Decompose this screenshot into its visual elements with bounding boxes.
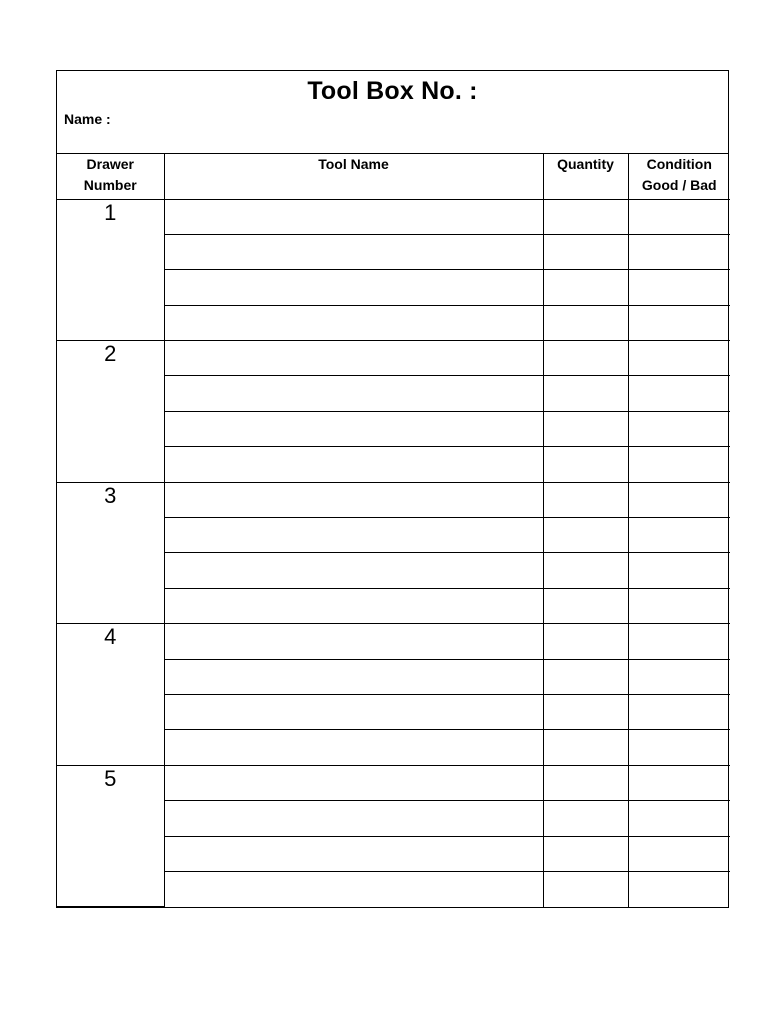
condition-cell[interactable]: [628, 801, 730, 836]
quantity-cell[interactable]: [543, 199, 628, 234]
quantity-cell[interactable]: [543, 376, 628, 411]
tool-name-cell[interactable]: [164, 482, 543, 517]
tool-name-cell[interactable]: [164, 730, 543, 765]
drawer-number: 5: [57, 765, 164, 907]
quantity-cell[interactable]: [543, 234, 628, 269]
condition-cell[interactable]: [628, 411, 730, 446]
table-row: [57, 341, 730, 376]
quantity-cell[interactable]: [543, 447, 628, 482]
condition-cell[interactable]: [628, 305, 730, 340]
quantity-cell[interactable]: [543, 694, 628, 729]
tool-name-cell[interactable]: [164, 659, 543, 694]
quantity-cell[interactable]: [543, 305, 628, 340]
table-row: [57, 624, 730, 659]
name-label: Name :: [64, 111, 111, 127]
condition-cell[interactable]: [628, 588, 730, 623]
condition-cell[interactable]: [628, 482, 730, 517]
quantity-cell[interactable]: [543, 553, 628, 588]
quantity-cell[interactable]: [543, 871, 628, 906]
quantity-cell[interactable]: [543, 659, 628, 694]
tool-name-cell[interactable]: [164, 801, 543, 836]
tool-name-cell[interactable]: [164, 376, 543, 411]
quantity-cell[interactable]: [543, 765, 628, 800]
condition-header: Condition Good / Bad: [628, 154, 730, 199]
table-row: [57, 482, 730, 517]
condition-cell[interactable]: [628, 659, 730, 694]
table-row: [57, 765, 730, 800]
tool-name-cell[interactable]: [164, 447, 543, 482]
condition-cell[interactable]: [628, 624, 730, 659]
tool-name-cell[interactable]: [164, 694, 543, 729]
tool-name-cell[interactable]: [164, 234, 543, 269]
condition-cell[interactable]: [628, 836, 730, 871]
condition-cell[interactable]: [628, 694, 730, 729]
drawer-number-header: Drawer Number: [57, 154, 164, 199]
condition-cell[interactable]: [628, 871, 730, 906]
condition-cell[interactable]: [628, 270, 730, 305]
quantity-cell[interactable]: [543, 836, 628, 871]
tool-name-cell[interactable]: [164, 871, 543, 906]
tool-name-cell[interactable]: [164, 624, 543, 659]
quantity-cell[interactable]: [543, 270, 628, 305]
quantity-cell[interactable]: [543, 518, 628, 553]
tool-name-cell[interactable]: [164, 341, 543, 376]
quantity-cell[interactable]: [543, 341, 628, 376]
drawer-number: 2: [57, 341, 164, 483]
condition-cell[interactable]: [628, 376, 730, 411]
tool-name-cell[interactable]: [164, 588, 543, 623]
tool-name-cell[interactable]: [164, 836, 543, 871]
condition-cell[interactable]: [628, 447, 730, 482]
quantity-cell[interactable]: [543, 482, 628, 517]
quantity-cell[interactable]: [543, 730, 628, 765]
quantity-cell[interactable]: [543, 588, 628, 623]
form-title: Tool Box No. :: [307, 77, 478, 105]
header-row: [57, 154, 730, 199]
drawer-number: 4: [57, 624, 164, 766]
drawer-number: 1: [57, 199, 164, 341]
tool-name-header: Tool Name: [164, 154, 543, 199]
condition-cell[interactable]: [628, 234, 730, 269]
tool-box-form: [56, 70, 729, 908]
drawer-rows: [57, 199, 730, 907]
tool-inventory-table: [57, 154, 730, 907]
tool-name-cell[interactable]: [164, 518, 543, 553]
table-row: [57, 199, 730, 234]
tool-name-cell[interactable]: [164, 305, 543, 340]
tool-name-cell[interactable]: [164, 411, 543, 446]
condition-cell[interactable]: [628, 765, 730, 800]
drawer-number: 3: [57, 482, 164, 624]
quantity-cell[interactable]: [543, 624, 628, 659]
quantity-cell[interactable]: [543, 411, 628, 446]
quantity-header: Quantity: [543, 154, 628, 199]
form-header: [57, 71, 728, 154]
condition-cell[interactable]: [628, 341, 730, 376]
condition-cell[interactable]: [628, 730, 730, 765]
tool-name-cell[interactable]: [164, 553, 543, 588]
condition-cell[interactable]: [628, 518, 730, 553]
tool-name-cell[interactable]: [164, 199, 543, 234]
quantity-cell[interactable]: [543, 801, 628, 836]
condition-cell[interactable]: [628, 553, 730, 588]
condition-cell[interactable]: [628, 199, 730, 234]
tool-name-cell[interactable]: [164, 270, 543, 305]
tool-name-cell[interactable]: [164, 765, 543, 800]
